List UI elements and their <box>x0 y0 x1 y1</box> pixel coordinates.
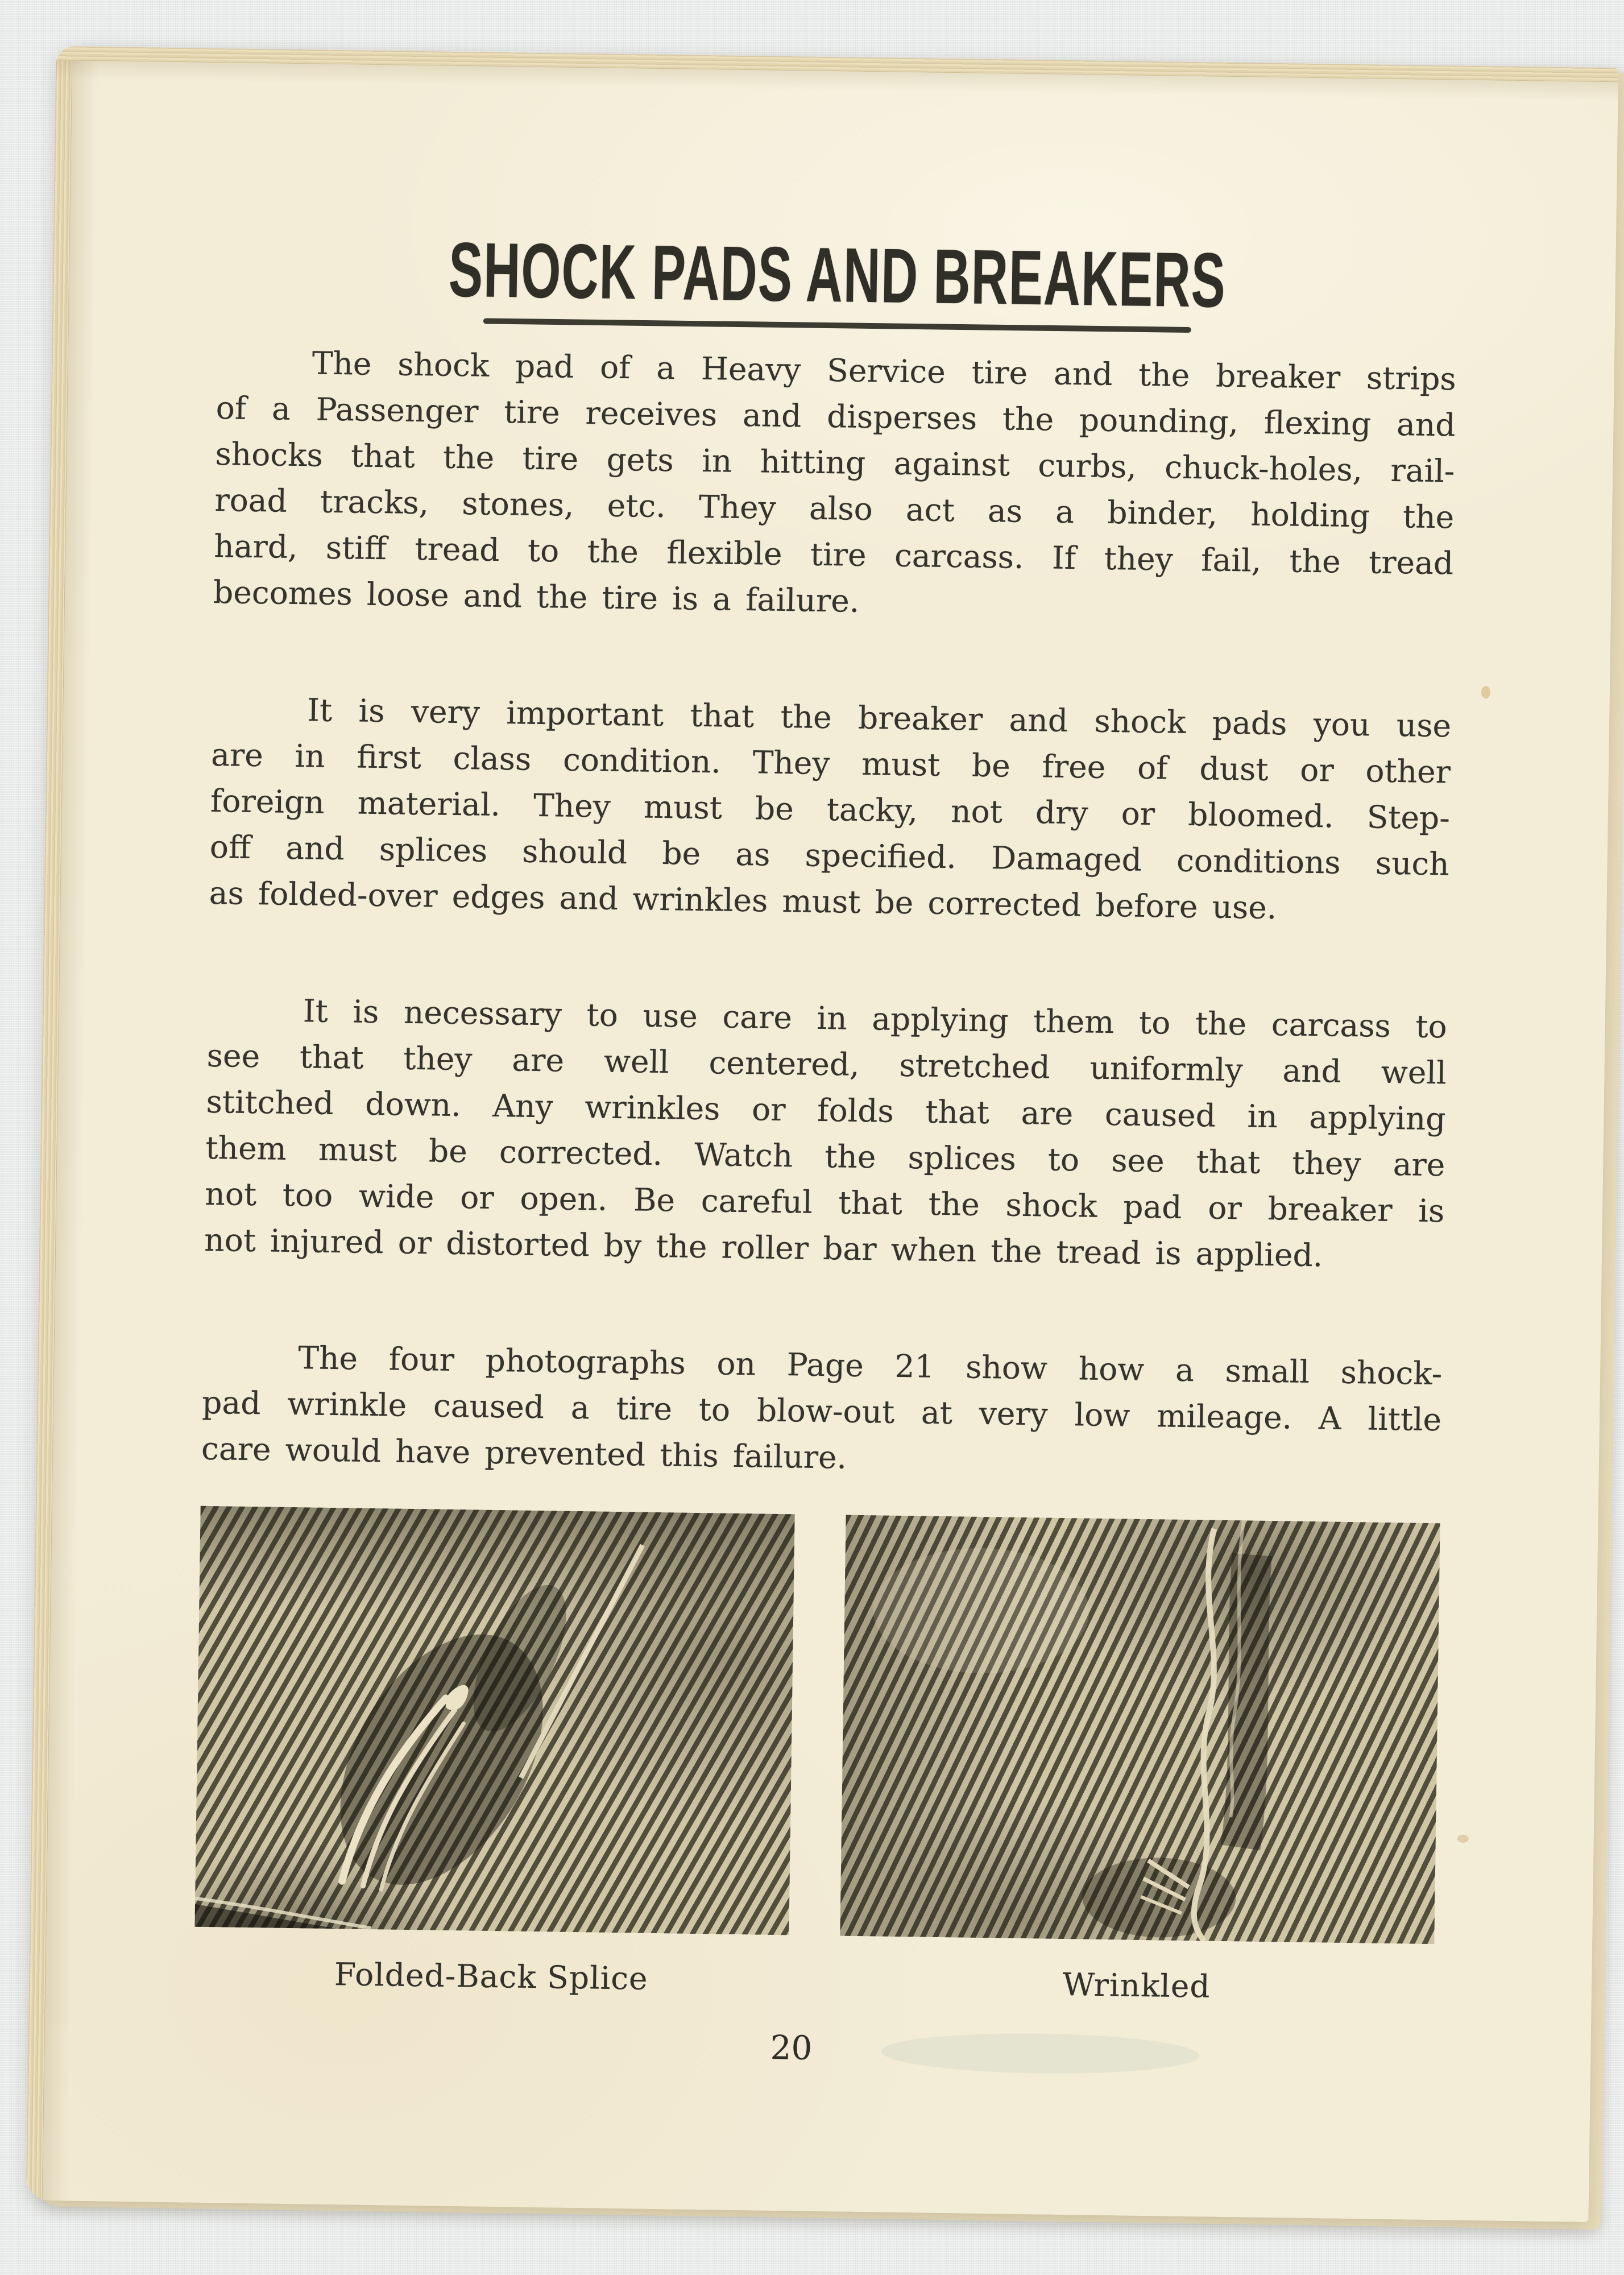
text-line: care would have prevented this failure. <box>201 1430 847 1476</box>
page-number: 20 <box>770 2028 813 2067</box>
figure-folded-back-splice <box>194 1506 795 1999</box>
text-line: off and splices should be as specified. Damaged conditions such <box>209 828 1450 883</box>
figure-row <box>194 1506 1440 2008</box>
page-content <box>26 46 1619 2222</box>
text-line: are in first class condition. They must be free of dust or other <box>210 736 1451 791</box>
halftone-photo-art <box>194 1506 794 1935</box>
page-title: SHOCK PADS AND BREAKERS <box>448 226 1227 324</box>
text-line: stitched down. Any wrinkles or folds that are caused in applying <box>206 1083 1446 1138</box>
text-line: of a Passenger tire receives and disperses the pounding, flexing and <box>216 389 1456 444</box>
paragraph <box>209 686 1451 933</box>
halftone-photo-art <box>840 1515 1440 1945</box>
title-block <box>217 228 1458 322</box>
paragraph <box>204 987 1448 1280</box>
text-line: It is necessary to use care in applying them to the carcass to <box>303 992 1448 1045</box>
figure-wrinkled <box>839 1515 1440 2008</box>
text-line: not too wide or open. Be careful that the shock pad or breaker is <box>204 1175 1445 1230</box>
photo-folded-back-splice <box>194 1506 794 1935</box>
text-line: them must be corrected. Watch the splices to see that they are <box>205 1129 1445 1184</box>
text-line: pad wrinkle caused a tire to blow-out at very low mileage. A little <box>201 1384 1442 1438</box>
text-line: road tracks, stones, etc. They also act as a binder, holding the <box>214 481 1455 536</box>
text-line: It is very important that the breaker and shock pads you use <box>306 692 1452 744</box>
text-line: shocks that the tire gets in hitting against curbs, chuck-holes, rail- <box>215 435 1455 490</box>
paragraph <box>213 339 1457 632</box>
text-line: see that they are well centered, stretched uniformly and well <box>206 1037 1447 1091</box>
text-line: foreign material. They must be tacky, not dry or bloomed. Step- <box>210 782 1451 837</box>
text-line: becomes loose and the tire is a failure. <box>213 573 860 619</box>
text-line: as folded-over edges and wrinkles must be corrected before use. <box>209 874 1277 926</box>
text-line: hard, stiff tread to the flexible tire carcass. If they fail, the tread <box>213 527 1454 582</box>
figure-caption: Folded-Back Splice <box>334 1956 649 1997</box>
figure-caption: Wrinkled <box>1062 1966 1211 2005</box>
text-line: not injured or distorted by the roller bar when the tread is applied. <box>204 1221 1323 1274</box>
body-paragraphs <box>201 339 1457 1489</box>
photo-wrinkled <box>840 1515 1440 1945</box>
booklet-page <box>26 46 1619 2222</box>
text-line: The shock pad of a Heavy Service tire and the breaker strips <box>312 345 1457 398</box>
paragraph <box>201 1334 1443 1489</box>
text-line: The four photographs on Page 21 show how a small shock- <box>297 1339 1443 1392</box>
